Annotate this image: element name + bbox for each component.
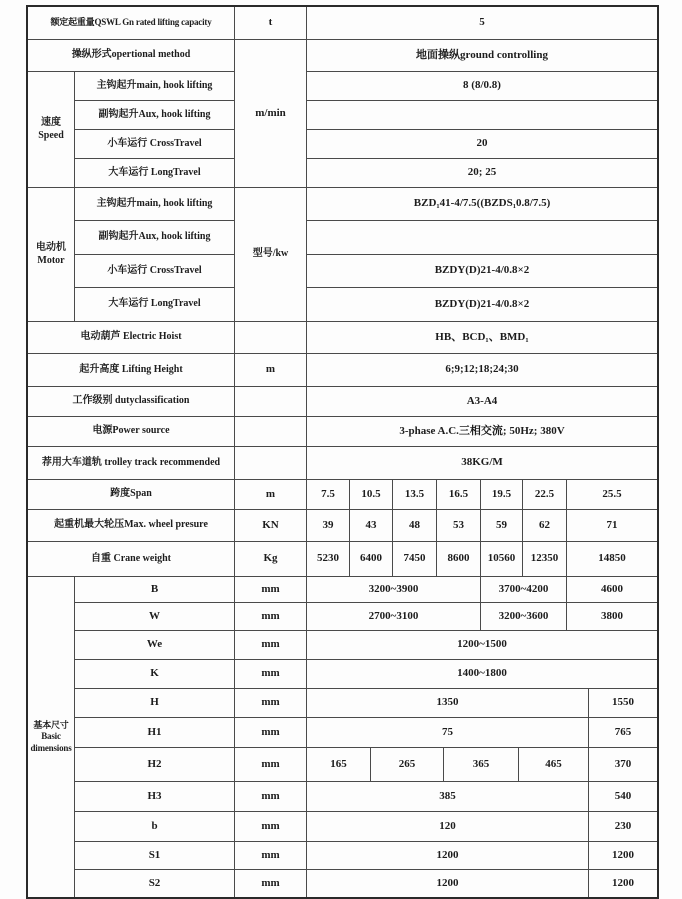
span-value: 22.5 (523, 480, 567, 510)
dim-value: 265 (371, 748, 444, 782)
speed-group (28, 72, 235, 188)
dim-row-H2 (75, 748, 657, 782)
motor-unit: 型号/kw (235, 188, 307, 322)
dim-label: H1 (75, 718, 235, 748)
dim-value: 230 (589, 812, 657, 842)
span-label: 跨度Span (28, 480, 235, 510)
dim-value: 3700~4200 (481, 577, 567, 603)
dim-unit: mm (235, 842, 307, 870)
dim-value: 1200~1500 (307, 631, 657, 660)
dim-row-We (75, 631, 657, 660)
dim-value: 365 (444, 748, 519, 782)
dim-value: 4600 (567, 577, 657, 603)
span-row (28, 480, 657, 510)
speed-main-hook-label: 主钩起升main, hook lifting (75, 72, 235, 101)
dim-unit: mm (235, 660, 307, 689)
dim-unit: mm (235, 689, 307, 718)
motor-cross-travel-label: 小车运行 CrossTravel (75, 255, 235, 288)
wheel-pressure-label: 起重机最大轮压Max. wheel presure (28, 510, 235, 542)
electric-hoist-row (28, 322, 657, 354)
dim-label: H (75, 689, 235, 718)
lifting-height-value: 6;9;12;18;24;30 (307, 354, 657, 387)
basic-dimensions-section (28, 577, 657, 897)
crane-weight-value: 8600 (437, 542, 481, 577)
motor-main-hook-value: BZD₁41-4/7.5((BZDS₁0.8/7.5) (307, 188, 657, 221)
method-speed-values (307, 40, 657, 188)
dim-unit: mm (235, 718, 307, 748)
crane-weight-value: 12350 (523, 542, 567, 577)
dim-label: H3 (75, 782, 235, 812)
motor-long-travel-value: BZDY(D)21-4/0.8×2 (307, 288, 657, 322)
dim-label: K (75, 660, 235, 689)
duty-classification-unit (235, 387, 307, 417)
dim-value: 1200 (589, 842, 657, 870)
dim-value: 75 (307, 718, 589, 748)
wheel-pressure-row (28, 510, 657, 542)
dim-row-S1 (75, 842, 657, 870)
motor-long-travel-label: 大车运行 LongTravel (75, 288, 235, 322)
wheel-pressure-value: 43 (350, 510, 393, 542)
dim-unit: mm (235, 748, 307, 782)
speed-unit: m/min (235, 40, 307, 188)
dim-value: 465 (519, 748, 589, 782)
dim-row-H3 (75, 782, 657, 812)
speed-aux-hook-value (307, 101, 657, 130)
electric-hoist-label: 电动葫芦 Electric Hoist (28, 322, 235, 354)
dim-row-S2 (75, 870, 657, 897)
wheel-pressure-value: 39 (307, 510, 350, 542)
power-source-value: 3-phase A.C.三相交流; 50Hz; 380V (307, 417, 657, 447)
wheel-pressure-value: 71 (567, 510, 657, 542)
span-value: 10.5 (350, 480, 393, 510)
dim-value: 3800 (567, 603, 657, 631)
speed-item-labels (75, 72, 235, 188)
motor-cross-travel-value: BZDY(D)21-4/0.8×2 (307, 255, 657, 288)
lifting-height-label: 起升高度 Lifting Height (28, 354, 235, 387)
crane-weight-value: 6400 (350, 542, 393, 577)
span-value: 19.5 (481, 480, 523, 510)
wheel-pressure-value: 53 (437, 510, 481, 542)
track-recommended-unit (235, 447, 307, 480)
motor-item-labels (75, 188, 235, 322)
power-source-row (28, 417, 657, 447)
duty-classification-label: 工作级别 dutyclassification (28, 387, 235, 417)
basic-dimensions-rows (75, 577, 657, 897)
dim-value: 1200 (612, 876, 634, 889)
speed-long-travel-value: 20; 25 (307, 159, 657, 188)
motor-main-hook-label: 主钩起升main, hook lifting (75, 188, 235, 221)
motor-aux-hook-label: 副钩起升Aux, hook lifting (75, 221, 235, 255)
dim-row-H (75, 689, 657, 718)
speed-cross-travel-value: 20 (307, 130, 657, 159)
dim-value: 1200 (307, 870, 589, 897)
lifting-height-unit: m (235, 354, 307, 387)
wheel-pressure-value: 62 (523, 510, 567, 542)
dim-value: 3200~3600 (481, 603, 567, 631)
dim-value: 1550 (589, 689, 657, 718)
power-source-label: 电源Power source (28, 417, 235, 447)
speed-cross-travel-label: 小车运行 CrossTravel (75, 130, 235, 159)
dim-value: 385 (307, 782, 589, 812)
dim-unit: mm (235, 631, 307, 660)
dim-row-B (75, 577, 657, 603)
speed-aux-hook-label: 副钩起升Aux, hook lifting (75, 101, 235, 130)
method-speed-labels (28, 40, 235, 188)
dim-unit: mm (235, 870, 307, 897)
dim-value: 165 (307, 748, 371, 782)
dim-value: 540 (589, 782, 657, 812)
dim-row-K (75, 660, 657, 689)
dim-label: We (75, 631, 235, 660)
crane-weight-label: 自重 Crane weight (28, 542, 235, 577)
basic-dimensions-label-en1: Basic (41, 731, 61, 742)
dim-label: B (75, 577, 235, 603)
duty-classification-value: A3-A4 (307, 387, 657, 417)
rated-capacity-label: 额定起重量QSWL Gn rated lifting capacity (28, 7, 235, 40)
operational-method-label: 操纵形式opertional method (28, 40, 235, 72)
rated-capacity-unit: t (235, 7, 307, 40)
motor-section (28, 188, 657, 322)
dim-value: 3200~3900 (307, 577, 481, 603)
dim-row-H1 (75, 718, 657, 748)
speed-group-label (28, 72, 75, 188)
dim-label: W (75, 603, 235, 631)
dim-unit: mm (235, 603, 307, 631)
crane-weight-value: 14850 (567, 542, 657, 577)
dim-value: 120 (307, 812, 589, 842)
basic-dimensions-label-zh: 基本尺寸 (33, 720, 69, 731)
crane-weight-value: 7450 (393, 542, 437, 577)
dim-row-W (75, 603, 657, 631)
track-recommended-label: 荐用大车道轨 trolley track recommended (28, 447, 235, 480)
dim-row-b (75, 812, 657, 842)
crane-spec-table (26, 5, 659, 899)
rated-capacity-value: 5 (307, 7, 657, 40)
dim-value: 1350 (307, 689, 589, 718)
dim-label: S2 (75, 870, 235, 897)
method-and-speed-section (28, 40, 657, 188)
speed-group-label-en: Speed (38, 129, 64, 141)
lifting-height-row (28, 354, 657, 387)
crane-weight-unit: Kg (235, 542, 307, 577)
motor-group-label-zh: 电动机 (36, 242, 66, 253)
span-value: 7.5 (307, 480, 350, 510)
crane-weight-value: 10560 (481, 542, 523, 577)
dim-value: 765 (589, 718, 657, 748)
track-recommended-value: 38KG/M (307, 447, 657, 480)
motor-group-label-en: Motor (37, 254, 65, 266)
basic-dimensions-label-en2: dimensions (30, 742, 72, 753)
electric-hoist-value: HB、BCD₁、BMD₁ (307, 322, 657, 354)
electric-hoist-unit (235, 322, 307, 354)
span-unit: m (235, 480, 307, 510)
wheel-pressure-unit: KN (235, 510, 307, 542)
dim-value: 1200 (307, 842, 589, 870)
crane-weight-row (28, 542, 657, 577)
basic-dimensions-group-label (28, 577, 75, 897)
speed-main-hook-value: 8 (8/0.8) (307, 72, 657, 101)
dim-value: 1400~1800 (307, 660, 657, 689)
track-recommended-row (28, 447, 657, 480)
crane-weight-value: 5230 (307, 542, 350, 577)
motor-aux-hook-value (307, 221, 657, 255)
dim-unit: mm (235, 812, 307, 842)
dim-label: b (75, 812, 235, 842)
span-value: 25.5 (567, 480, 657, 510)
dim-value: 2700~3100 (307, 603, 481, 631)
dim-unit: mm (235, 577, 307, 603)
dim-label: H2 (75, 748, 235, 782)
dim-value: 370 (589, 748, 657, 782)
operational-method-value: 地面操纵ground controlling (307, 40, 657, 72)
span-value: 13.5 (393, 480, 437, 510)
speed-group-label-zh: 速度 (41, 117, 61, 128)
duty-classification-row (28, 387, 657, 417)
speed-long-travel-label: 大车运行 LongTravel (75, 159, 235, 188)
dim-unit: mm (235, 782, 307, 812)
power-source-unit (235, 417, 307, 447)
rated-capacity-row (28, 7, 657, 40)
motor-values (307, 188, 657, 322)
motor-group-label (28, 188, 75, 322)
wheel-pressure-value: 59 (481, 510, 523, 542)
wheel-pressure-value: 48 (393, 510, 437, 542)
dim-label: S1 (75, 842, 235, 870)
span-value: 16.5 (437, 480, 481, 510)
